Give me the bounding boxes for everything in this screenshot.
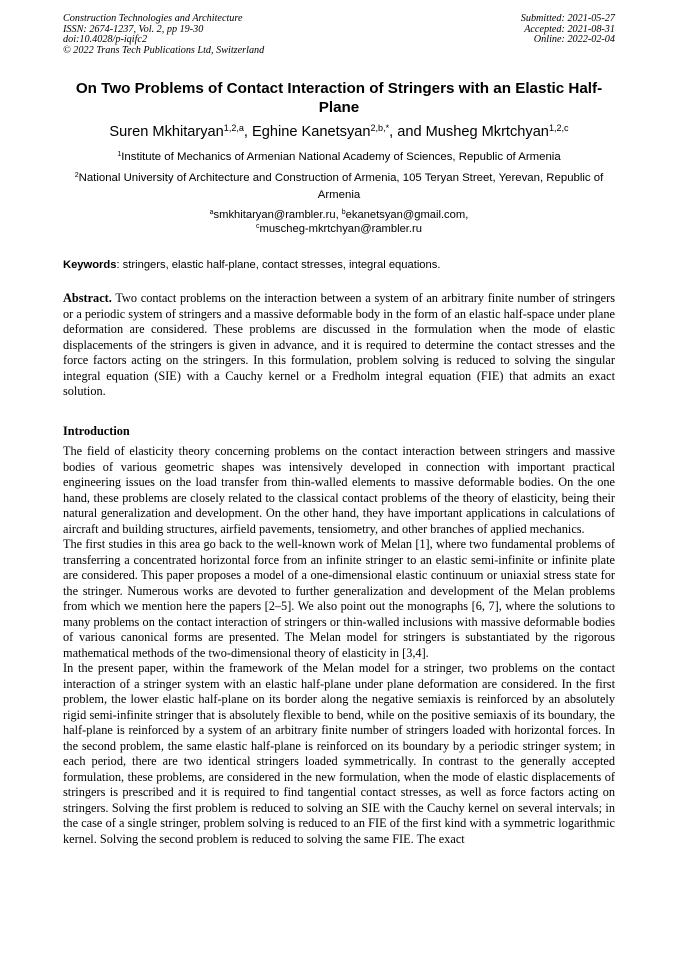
email-link[interactable]: ekanetsyan@gmail.com (345, 209, 466, 221)
affiliation-1 (63, 149, 615, 166)
submission-dates (521, 14, 615, 46)
issn-line: ISSN: 2674-1237, Vol. 2, pp 19-30 (63, 23, 204, 35)
journal-info (63, 14, 264, 56)
author-separator: , (243, 124, 253, 140)
keywords (63, 258, 615, 272)
author-list (63, 123, 615, 141)
affiliation-2 (63, 170, 615, 204)
email-marker: b (341, 209, 346, 217)
accepted-date: Accepted: 2021-08-31 (524, 23, 615, 35)
abstract-text: Two contact problems on the interaction between a system of an arbitrary finite number of stringers or a periodic system of stringers and a massive deformable body in the form of an elastic half-space under plane deformation are considered. These problems are discussed in the formulation when the mode of elastic displacements of the stringers is given in advance, and it is required to determine the contact stresses and the force factors acting on the stringers. In this formulation, problem solving is reduced to solving the singular integral equation (SIE) with a Cauchy kernel or a Fredholm integral equation (FIE) that admits an exact solution. (63, 291, 615, 398)
copyright-line: © 2022 Trans Tech Publications Ltd, Switzerland (63, 44, 265, 56)
introduction-body (63, 444, 615, 847)
paragraph: The field of elasticity theory concerning problems on the contact interaction between stringers and massive bodies of various geometric shapes was intensively developed in connection with important practical engineering issues on the load transfer from thin-walled elements to massive deformable bodies. On the one hand, these problems are closely related to the classical contact problems of the theory of elasticity, being their natural generalization and development. On the other hand, they have important applications in calculations of aircraft and building structures, airfield pavements, tensiometry, and other branches of applied mechanics. (63, 444, 615, 536)
email-link[interactable]: muscheg-mkrtchyan@rambler.ru (259, 222, 422, 235)
journal-name: Construction Technologies and Architecture (63, 13, 243, 24)
keywords-label: Keywords (63, 259, 117, 271)
paragraph: In the present paper, within the framework of the Melan model for a stringer, two problems on the contact interaction of a stringer system with an elastic half-plane under plane deformation are considered. In the first problem, the lower elastic half-plane on its border along the negative semiaxis is reinforced by an absolutely rigid semi-infinite stringer that is absolutely flexible to bend, while on the positive semiaxis of its boundary, the half-plane is reinforced by a system of an arbitrary finite number of stringers loaded with horizontal forces. In the second problem, the same elastic half-plane is reinforced on its boundary by a periodic stringer system; in each period, there are two identical stringers loaded symmetrically. In contrast to the generally accepted formulation, these problems, are considered in the new formulation, when the mode of elastic displacements of stringers is prescribed and it is required to find tangential contact stresses, as well as force factors acting on stringers. Solving the first problem is reduced to solving an SIE with the Cauchy kernel on several intervals; in the case of a single stringer, problem solving is reduced to an FIE of the first kind with a symmetric logarithmic kernel. Solving the second problem is reduced to solving the same FIE. The exact (63, 661, 615, 846)
affiliation-marker: 2 (74, 172, 79, 180)
paper-title: On Two Problems of Contact Interaction of Stringers with an Elastic Half-Plane (75, 80, 603, 116)
section-heading-introduction: Introduction (63, 424, 130, 438)
doi-line: doi:10.4028/p-iqifc2 (63, 34, 148, 45)
abstract-label: Abstract. (63, 291, 112, 305)
email-marker: a (209, 209, 214, 217)
author-separator: , and (389, 124, 426, 140)
online-date: Online: 2022-02-04 (533, 34, 615, 45)
submitted-date: Submitted: 2021-05-27 (520, 13, 615, 24)
email-link[interactable]: smkhitaryan@rambler.ru (213, 209, 336, 221)
author-name: Eghine Kanetsyan (252, 124, 371, 140)
affiliation-text: National University of Architecture and Construction of Armenia, 105 Teryan Street, Yerevan, Republic of Armenia (78, 172, 604, 201)
author-affiliation-marker: 1,2,c (548, 123, 569, 134)
keywords-text: : stringers, elastic half-plane, contact stresses, integral equations. (116, 259, 441, 271)
abstract (63, 291, 615, 400)
author-emails (63, 209, 615, 236)
email-separator: , (335, 209, 342, 221)
paragraph: The first studies in this area go back to the well-known work of Melan [1], where two fundamental problems of transferring a concentrated horizontal force from an infinite stringer to an elastic semi-infinite or infinite plate are considered. This paper proposes a model of a one-dimensional elastic continuum or uniaxial stress state for the stringer. Numerous works are devoted to further generalization and development of the Melan problems from which we mention here the papers [2–5]. We also point out the monographs [6, 7], where the solutions to many problems on the contact interaction of stringers or thin-walled inclusions with massive deformable bodies of various canonical forms are presented. The Melan model for stringers is substantiated by the rigorous mathematical methods of the two-dimensional theory of elasticity in [3,4]. (63, 537, 615, 660)
affiliation-marker: 1 (117, 151, 122, 159)
author-name: Musheg Mkrtchyan (425, 124, 549, 140)
email-marker: c (256, 222, 260, 230)
affiliation-text: Institute of Mechanics of Armenian National Academy of Sciences, Republic of Armenia (121, 151, 561, 163)
author-affiliation-marker: 1,2,a (223, 123, 244, 134)
email-separator: , (465, 209, 469, 221)
author-affiliation-marker: 2,b,* (370, 123, 390, 134)
author-name: Suren Mkhitaryan (109, 124, 224, 140)
